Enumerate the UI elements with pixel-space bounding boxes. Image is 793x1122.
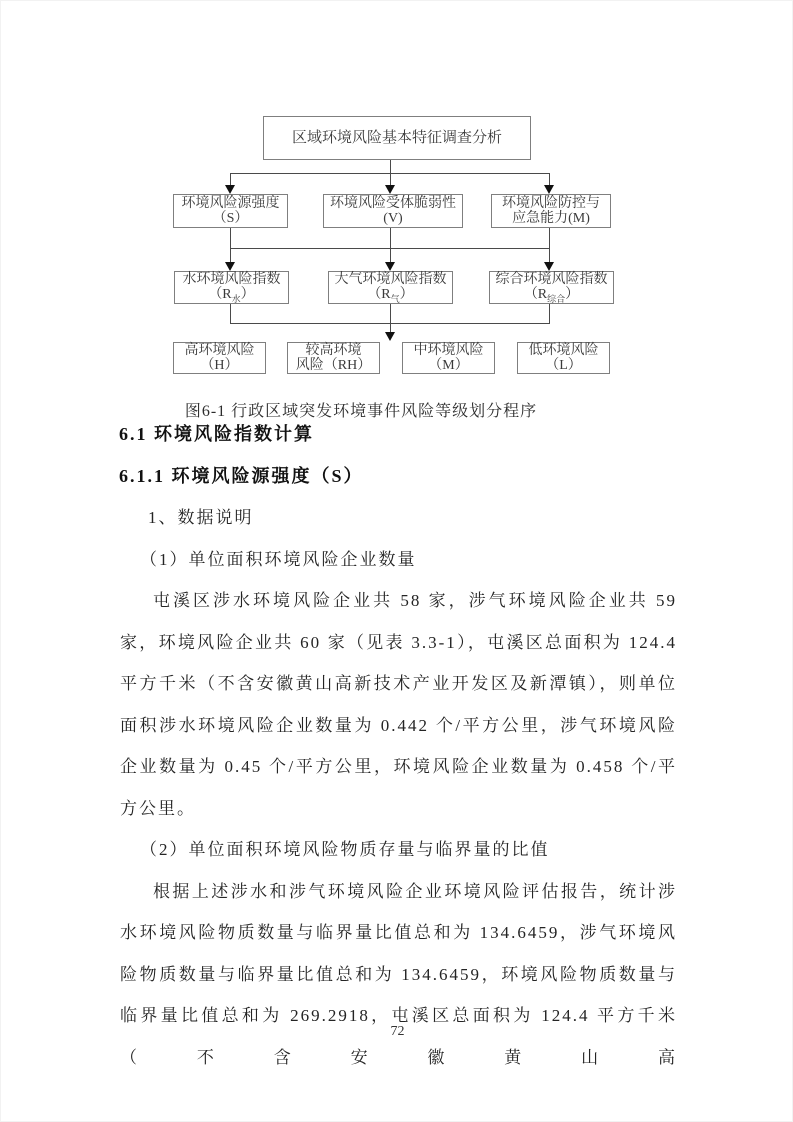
flowchart-box-air-risk-index — [328, 271, 453, 304]
connector-line — [390, 173, 391, 185]
flowchart-box-water-risk-index — [174, 271, 289, 304]
box-label-line2: 应急能力(M) — [512, 211, 590, 226]
connector-line — [390, 228, 391, 248]
connector-line — [549, 248, 550, 262]
box-label-line1: 水环境风险指数 — [182, 271, 281, 287]
arrow-down-icon — [385, 185, 395, 194]
arrow-down-icon — [385, 262, 395, 271]
connector-line — [390, 160, 391, 174]
label-subscript: 水 — [231, 293, 241, 304]
heading-6-1: 6.1 环境风险指数计算 — [119, 424, 314, 444]
sub-item-1-title: （1）单位面积环境风险企业数量 — [140, 549, 417, 569]
flowchart-box-prevention-capability — [491, 194, 611, 228]
box-label-line2 — [208, 287, 254, 304]
flowchart-box-medium-risk — [402, 342, 495, 374]
connector-line — [549, 173, 550, 185]
box-label-line2 — [524, 287, 579, 304]
box-label-line2: （M） — [428, 358, 469, 373]
box-label-line2: （L） — [545, 358, 582, 373]
connector-line — [549, 228, 550, 248]
box-label-line1: 低环境风险 — [528, 343, 599, 358]
arrow-down-icon — [385, 332, 395, 341]
box-label-line1: 环境风险防控与 — [502, 196, 600, 211]
arrow-down-icon — [225, 185, 235, 194]
box-label-line1: 中环境风险 — [413, 343, 484, 358]
box-label-line1: 环境风险源强度 — [181, 196, 280, 211]
box-label-line2: （S） — [212, 211, 249, 226]
label-subscript: 气 — [390, 293, 400, 304]
connector-line — [230, 248, 231, 262]
connector-line — [390, 304, 391, 323]
risk-grading-flowchart — [1, 1, 793, 398]
label-post: ） — [240, 286, 255, 302]
list-item-data-description: 1、数据说明 — [148, 508, 254, 527]
flowchart-box-root — [263, 116, 531, 160]
box-label-line1: 综合环境风险指数 — [495, 271, 608, 287]
flowchart-box-source-strength — [173, 194, 288, 228]
box-label-line1: 高环境风险 — [184, 343, 255, 358]
paragraph-enterprise-counts: 屯溪区涉水环境风险企业共 58 家，涉气环境风险企业共 59 家，环境风险企业共 60 家（见表 3.3-1），屯溪区总面积为 124.4 平方千米（不含安徽黄山高新技术产业开发区及新潭镇），则单位面积涉水环境风险企业数量为 0.442 个/平方公里，涉气环境风险企业数量为 0.45 个/平方公里，环境风险企业数量为 0.458 个/平方公里。 — [120, 591, 677, 818]
arrow-down-icon — [544, 185, 554, 194]
label-pre: （R — [208, 286, 232, 302]
flowchart-box-receptor-vulnerability — [323, 194, 463, 228]
label-pre: （R — [523, 286, 548, 302]
label-post: ） — [565, 286, 580, 302]
flowchart-box-root-label: 区域环境风险基本特征调查分析 — [291, 129, 502, 146]
connector-line — [390, 248, 391, 262]
connector-line — [230, 173, 231, 185]
connector-line — [549, 304, 550, 323]
box-label-line2 — [367, 287, 413, 304]
box-label-line2: （H） — [200, 358, 239, 373]
flowchart-box-low-risk — [517, 342, 610, 374]
label-pre: （R — [367, 286, 391, 302]
label-post: ） — [399, 286, 414, 302]
heading-6-1-1: 6.1.1 环境风险源强度（S） — [119, 466, 364, 486]
box-label-line1: 较高环境 — [305, 343, 362, 358]
label-subscript: 综合 — [547, 293, 566, 304]
box-label-line1: 环境风险受体脆弱性 — [330, 196, 456, 211]
body-text — [120, 497, 677, 1078]
figure-caption: 图6-1 行政区域突发环境事件风险等级划分程序 — [184, 403, 538, 420]
box-label-line2: 风险（RH） — [295, 358, 372, 373]
flowchart-box-relatively-high-risk — [287, 342, 380, 374]
connector-line — [390, 323, 391, 332]
connector-line — [230, 228, 231, 248]
connector-line — [230, 304, 231, 323]
box-label-line1: 大气环境风险指数 — [334, 271, 447, 287]
flowchart-box-high-risk — [173, 342, 266, 374]
arrow-down-icon — [544, 262, 554, 271]
paragraph-substance-ratios: 根据上述涉水和涉气环境风险企业环境风险评估报告，统计涉水环境风险物质数量与临界量比值总和为 134.6459，涉气环境风险物质数量与临界量比值总和为 134.6459，环境风险物质数量与临界量比值总和为 269.2918，屯溪区总面积为 124.4 平方千米（不含安徽黄山高 — [120, 881, 677, 1067]
sub-item-2-title: （2）单位面积环境风险物质存量与临界量的比值 — [140, 840, 550, 859]
box-label-line2: (V) — [383, 211, 403, 226]
arrow-down-icon — [225, 262, 235, 271]
page-number: 72 — [390, 1024, 405, 1039]
flowchart-box-comprehensive-risk-index — [489, 271, 614, 304]
